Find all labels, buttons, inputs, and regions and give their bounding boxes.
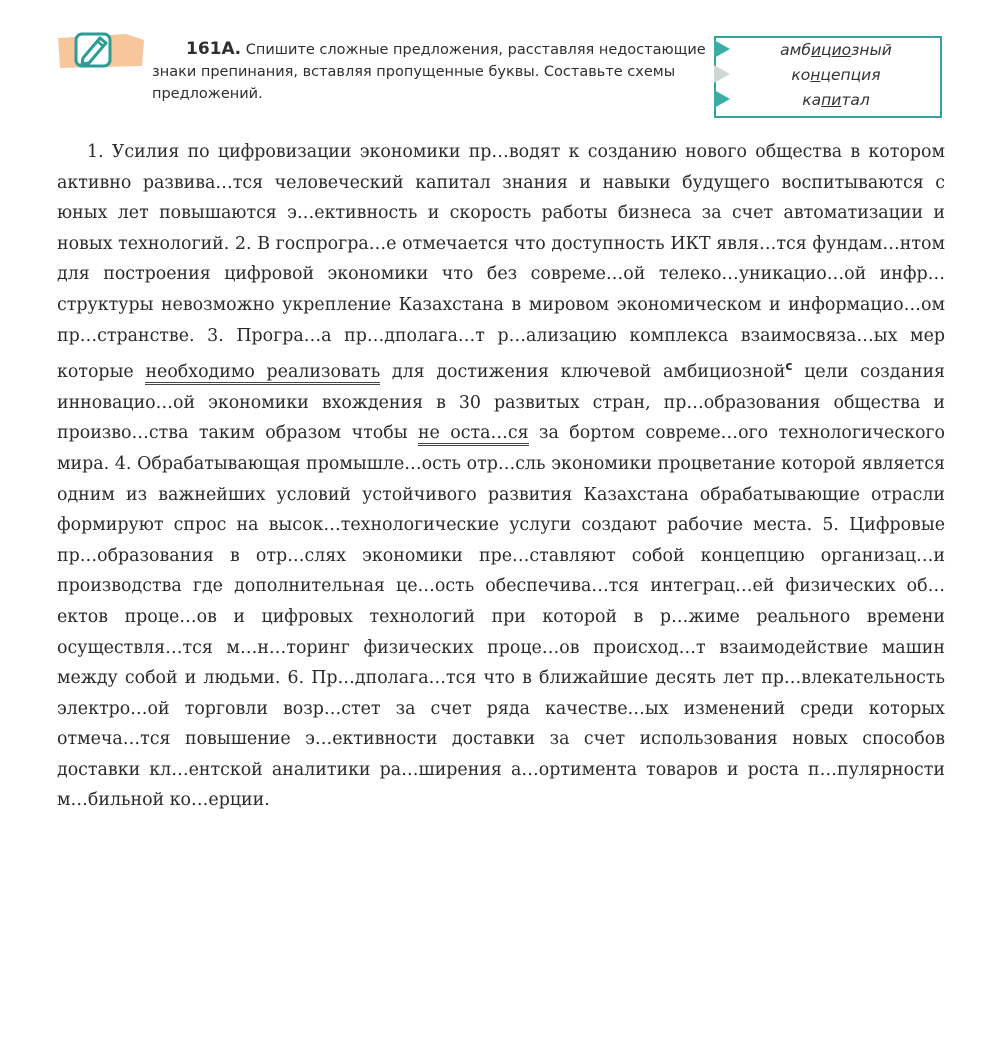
pencil-icon [56, 26, 148, 72]
predicate-underlined: не оста…ся [418, 423, 529, 446]
vocabulary-word-capital: капитал [802, 91, 870, 109]
predicate-underlined: необходимо реализовать [145, 362, 380, 385]
exercise-text: 1. Усилия по цифровизации экономики пр…водят к созданию нового общества в котором активно развива…тся человеческий капитал знания и навыки будущего воспитываются с юных лет повышаются э…ективность и скорость работы бизнеса за счет автоматизации и новых технологий. 2. В госпрогра…е отмечается что доступность ИКТ явля…тся фундам…нтом для построения цифровой экономики что без совреме…ой телеко…уникацио…ой инфр…структуры невозможно укрепление Казахстана в мировом экономическом и информацио…ом пр…странстве. 3. Програ…а пр…дполага…т р…ализацию комплекса взаимосвяза…ых мер которые необходимо реализовать для достижения ключевой амбициозной$^с$ цели создания инновацио…ой экономики вхождения в 30 развитых стран, пр…образования общества и произво…ства таким образом чтобы не оста…ся за бортом совреме…ого технологического мира. 4. Обрабатывающая промышле…ость отр…сль экономики процветание которой является одним из важнейших условий устойчивого развития Казахстана обрабатывающие отрасли формируют спрос на высок…технологические услуги создают рабочие места. 5. Цифровые пр…образования в отр…слях экономики пре…ставляют собой концепцию организац…и производства где дополнительная це…ость обеспечива…тся интеграц…ей физических об…ектов проце…ов и цифровых технологий при которой в р…жиме реального времени осуществля…тся м…н…торинг физических проце…ов происход…т взаимодействие машин между собой и людьми. 6. Пр…дполага…тся что в ближайшие десять лет пр…влекательность электро…ой торговли возр…стет за счет ряда качестве…ых изменений среди которых отмеча…тся повышение э…ективности доставки за счет использования новых способов доставки кл…ентской аналитики ра…ширения а…ортимента товаров и роста п…пулярности м…бильной ко…ерции. [57, 142, 946, 811]
vocabulary-word-ambitious: амбициозный [780, 41, 892, 59]
triangle-marker-icon [714, 65, 730, 83]
superscript-mark: с [785, 359, 793, 374]
triangle-marker-icon [714, 40, 730, 58]
triangle-marker-icon [714, 90, 730, 108]
task-instruction [152, 38, 708, 105]
task-number: 161А. [186, 39, 242, 59]
vocabulary-word-concept: концепция [791, 66, 881, 84]
task-instruction-text: Спишите сложные предложения, расставляя недостающие знаки препинания, вставляя пропущенные буквы. Составьте схемы предложений. [152, 42, 706, 102]
vocabulary-box [714, 36, 942, 118]
